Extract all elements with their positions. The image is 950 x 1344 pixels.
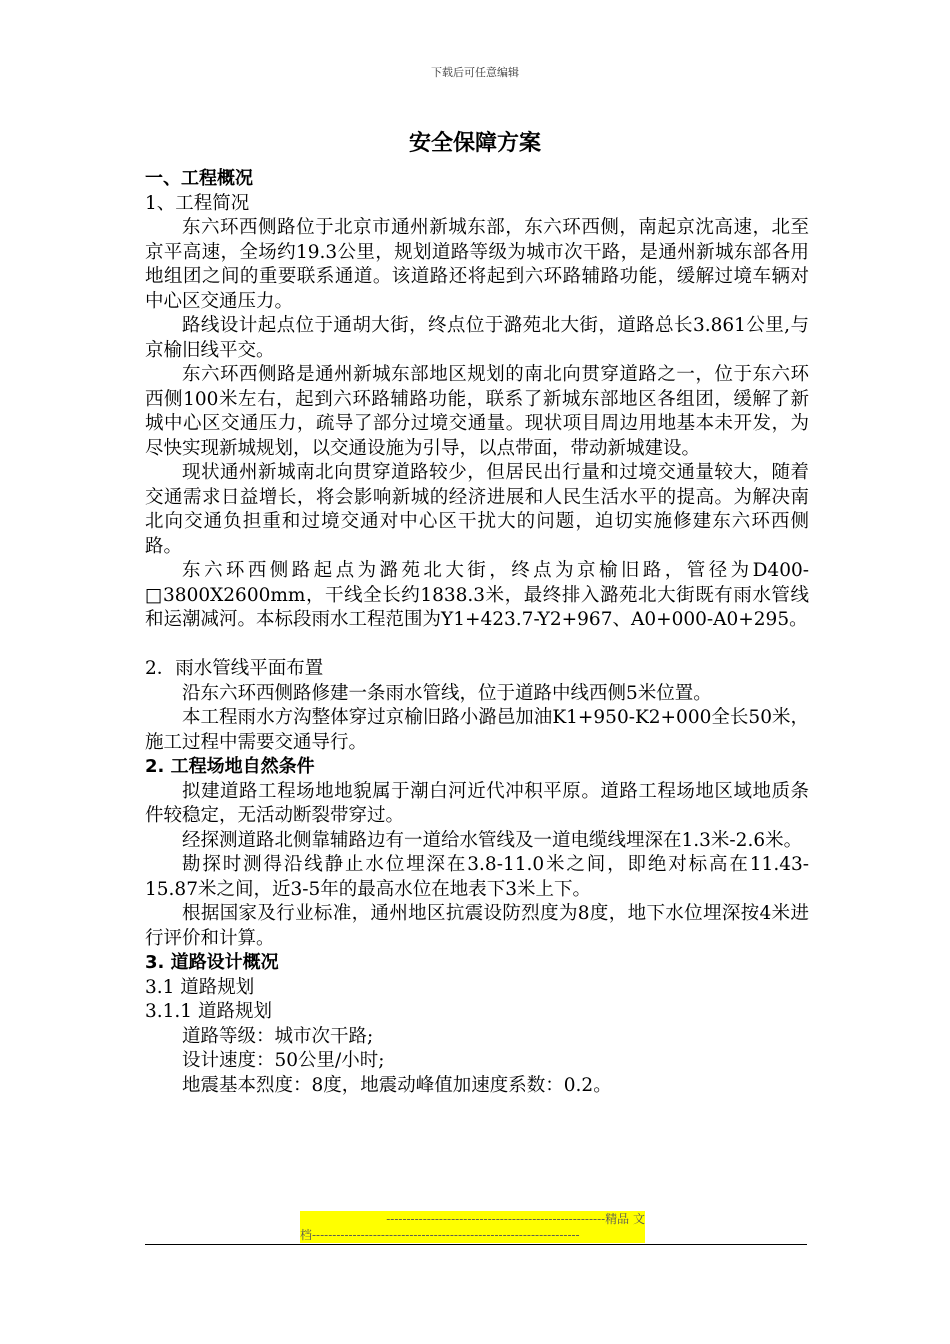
paragraph: 根据国家及行业标准，通州地区抗震设防烈度为8度，地下水位埋深按4米进行评价和计算。 — [145, 903, 809, 949]
paragraph: 经探测道路北侧靠辅路边有一道给水管线及一道电缆线埋深在1.3米-2.6米。 — [182, 829, 803, 851]
section-heading-site: 2. 工程场地自然条件 — [145, 756, 315, 777]
spec-item-seismic: 地震基本烈度：8度，地震动峰值加速度系数：0.2。 — [182, 1074, 612, 1096]
paragraph: 东六环西侧路起点为潞苑北大街，终点为京榆旧路，管径为D400-□3800X2600mm，干线全长约1838.3米，最终排入潞苑北大街既有雨水管线和运潮减河。本标段雨水工程范围为Y1+423.7-Y2+967、A0+000-A0+295。 — [145, 560, 809, 630]
blank-line — [145, 633, 809, 658]
paragraph: 沿东六环西侧路修建一条雨水管线，位于道路中线西侧5米位置。 — [182, 682, 712, 704]
subsubsection-heading-road-planning: 3.1.1 道路规划 — [145, 1001, 272, 1022]
paragraph: 东六环西侧路位于北京市通州新城东部，东六环西侧，南起京沈高速，北至京平高速，全场约19.3公里，规划道路等级为城市次干路，是通州新城东部各用地组团之间的重要联系通道。该道路还将起到六环路辅路功能，缓解过境车辆对中心区交通压力。 — [145, 217, 809, 312]
spec-item-design-speed: 设计速度：50公里/小时; — [182, 1050, 385, 1071]
paragraph: 路线设计起点位于通胡大街，终点位于潞苑北大街，道路总长3.861公里,与京榆旧线平交。 — [145, 315, 809, 361]
footer-watermark — [300, 1211, 645, 1243]
section-heading-design: 3. 道路设计概况 — [145, 952, 279, 973]
page-title: 安全保障方案 — [408, 131, 541, 156]
subsection-heading-brief: 1、工程简况 — [145, 192, 250, 214]
paragraph: 本工程雨水方沟整体穿过京榆旧路小潞邑加油K1+950-K2+000全长50米，施工过程中需要交通导行。 — [145, 707, 809, 753]
paragraph: 拟建道路工程场地地貌属于潮白河近代冲积平原。道路工程场地区域地质条件较稳定，无活动断裂带穿过。 — [145, 780, 809, 826]
header-note: 下载后可任意编辑 — [431, 66, 519, 79]
footer-line-2: 档------------------------------------------------------------------ — [300, 1228, 580, 1242]
paragraph: 现状通州新城南北向贯穿道路较少，但居民出行量和过境交通量较大，随着交通需求日益增长，将会影响新城的经济进展和人民生活水平的提高。为解决南北向交通负担重和过境交通对中心区干扰大的问题，迫切实施修建东六环西侧路。 — [145, 462, 809, 557]
footer-divider — [145, 1244, 807, 1245]
subsection-heading-rainwater: 2．雨水管线平面布置 — [145, 658, 324, 679]
paragraph: 东六环西侧路是通州新城东部地区规划的南北向贯穿道路之一，位于东六环西侧100米左右，起到六环路辅路功能，联系了新城东部地区各组团，缓解了新城中心区交通压力，疏导了部分过境交通量。现状项目周边用地基本未开发，为尽快实现新城规划，以交通设施为引导，以点带面，带动新城建设。 — [145, 364, 809, 459]
section-heading-overview: 一、工程概况 — [145, 168, 253, 189]
document-body — [145, 167, 809, 1098]
subsection-heading-road-planning: 3.1 道路规划 — [145, 976, 255, 998]
paragraph: 勘探时测得沿线静止水位埋深在3.8-11.0米之间，即绝对标高在11.43-15.87米之间，近3-5年的最高水位在地表下3米上下。 — [145, 854, 809, 900]
footer-line-1: ------------------------------------------------------精品 文 — [386, 1212, 645, 1226]
spec-item-road-grade: 道路等级：城市次干路; — [182, 1025, 374, 1047]
